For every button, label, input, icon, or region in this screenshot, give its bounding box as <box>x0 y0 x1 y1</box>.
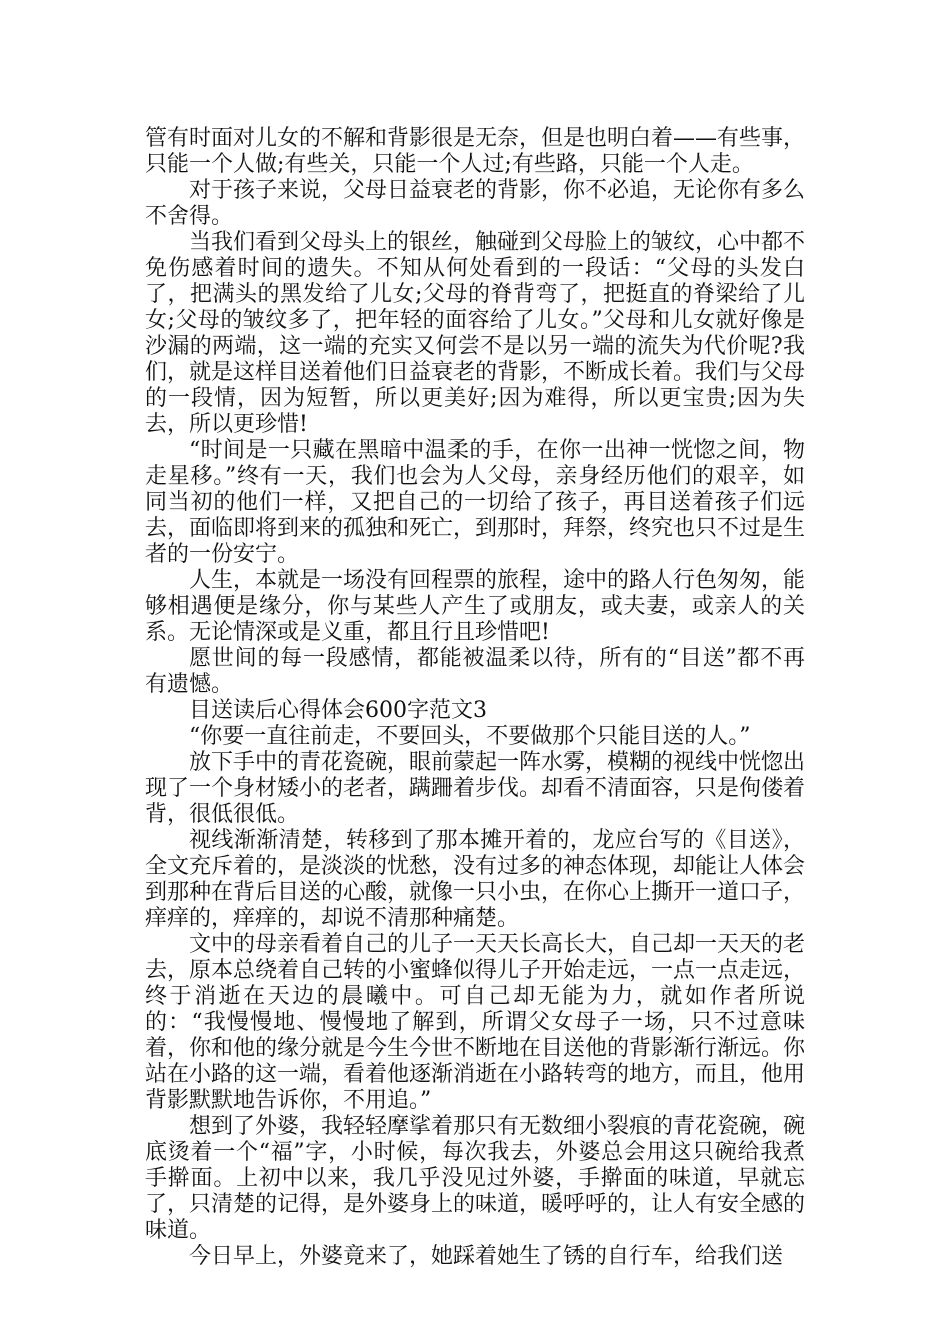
paragraph: 管有时面对儿女的不解和背影很是无奈，但是也明白着——有些事，只能一个人做;有些关，只能一个人过;有些路，只能一个人走。 <box>145 126 806 177</box>
paragraph: 今日早上，外婆竟来了，她踩着她生了锈的自行车，给我们送 <box>189 1244 784 1269</box>
paragraph: 视线渐渐清楚，转移到了那本摊开着的，龙应台写的《目送》，全文充斥着的，是淡淡的忧愁，没有过多的神态体现，却能让人体会到那种在背后目送的心酸，就像一只小虫，在你心上撕开一道口子，痒痒的，痒痒的，却说不清那种痛楚。 <box>145 828 806 931</box>
paragraph: 人生，本就是一场没有回程票的旅程，途中的路人行色匆匆，能够相遇便是缘分，你与某些人产生了或朋友，或夫妻，或亲人的关系。无论情深或是义重，都且行且珍惜吧! <box>145 568 806 645</box>
paragraph: “时间是一只藏在黑暗中温柔的手，在你一出神一恍惚之间，物走星移。”终有一天，我们也会为人父母，亲身经历他们的艰辛，如同当初的他们一样，又把自己的一切给了孩子，再目送着孩子们远去，面临即将到来的孤独和死亡，到那时，拜祭，终究也只不过是生者的一份安宁。 <box>145 438 806 567</box>
paragraph: 文中的母亲看着自己的儿子一天天长高长大，自己却一天天的老去，原本总绕着自己转的小蜜蜂似得儿子开始走远，一点一点走远，终于消逝在天边的晨曦中。可自己却无能为力，就如作者所说的：“我慢慢地、慢慢地了解到，所谓父女母子一场，只不过意味着，你和他的缘分就是今生今世不断地在目送他的背影渐行渐远。你站在小路的这一端，看着他逐渐消逝在小路转弯的地方，而且，他用背影默默地告诉你，不用追。” <box>145 932 806 1113</box>
section-heading: 目送读后心得体会600字范文3 <box>189 698 487 723</box>
paragraph: 愿世间的每一段感情，都能被温柔以待，所有的“目送”都不再有遗憾。 <box>145 646 805 697</box>
paragraph: 放下手中的青花瓷碗，眼前蒙起一阵水雾，模糊的视线中恍惚出现了一个身材矮小的老者，蹒跚着步伐。却看不清面容，只是佝偻着背，很低很低。 <box>145 750 806 827</box>
paragraph: 想到了外婆，我轻轻摩挲着那只有无数细小裂痕的青花瓷碗，碗底烫着一个“福”字，小时候，每次我去，外婆总会用这只碗给我煮手擀面。上初中以来，我几乎没见过外婆，手擀面的味道，早就忘了，只清楚的记得，是外婆身上的味道，暖呼呼的，让人有安全感的味道。 <box>145 1114 806 1243</box>
document-page <box>145 126 805 1270</box>
paragraph: “你要一直往前走，不要回头，不要做那个只能目送的人。” <box>189 724 751 749</box>
paragraph: 当我们看到父母头上的银丝，触碰到父母脸上的皱纹，心中都不免伤感着时间的遗失。不知从何处看到的一段话：“父母的头发白了，把满头的黑发给了儿女;父母的脊背弯了，把挺直的脊梁给了儿女;父母的皱纹多了，把年轻的面容给了儿女。”父母和儿女就好像是沙漏的两端，这一端的充实又何尝不是以另一端的流失为代价呢?我们，就是这样目送着他们日益衰老的背影，不断成长着。我们与父母的一段情，因为短暂，所以更美好;因为难得，所以更宝贵;因为失去，所以更珍惜! <box>145 230 806 437</box>
paragraph: 对于孩子来说，父母日益衰老的背影，你不必追，无论你有多么不舍得。 <box>145 178 806 229</box>
